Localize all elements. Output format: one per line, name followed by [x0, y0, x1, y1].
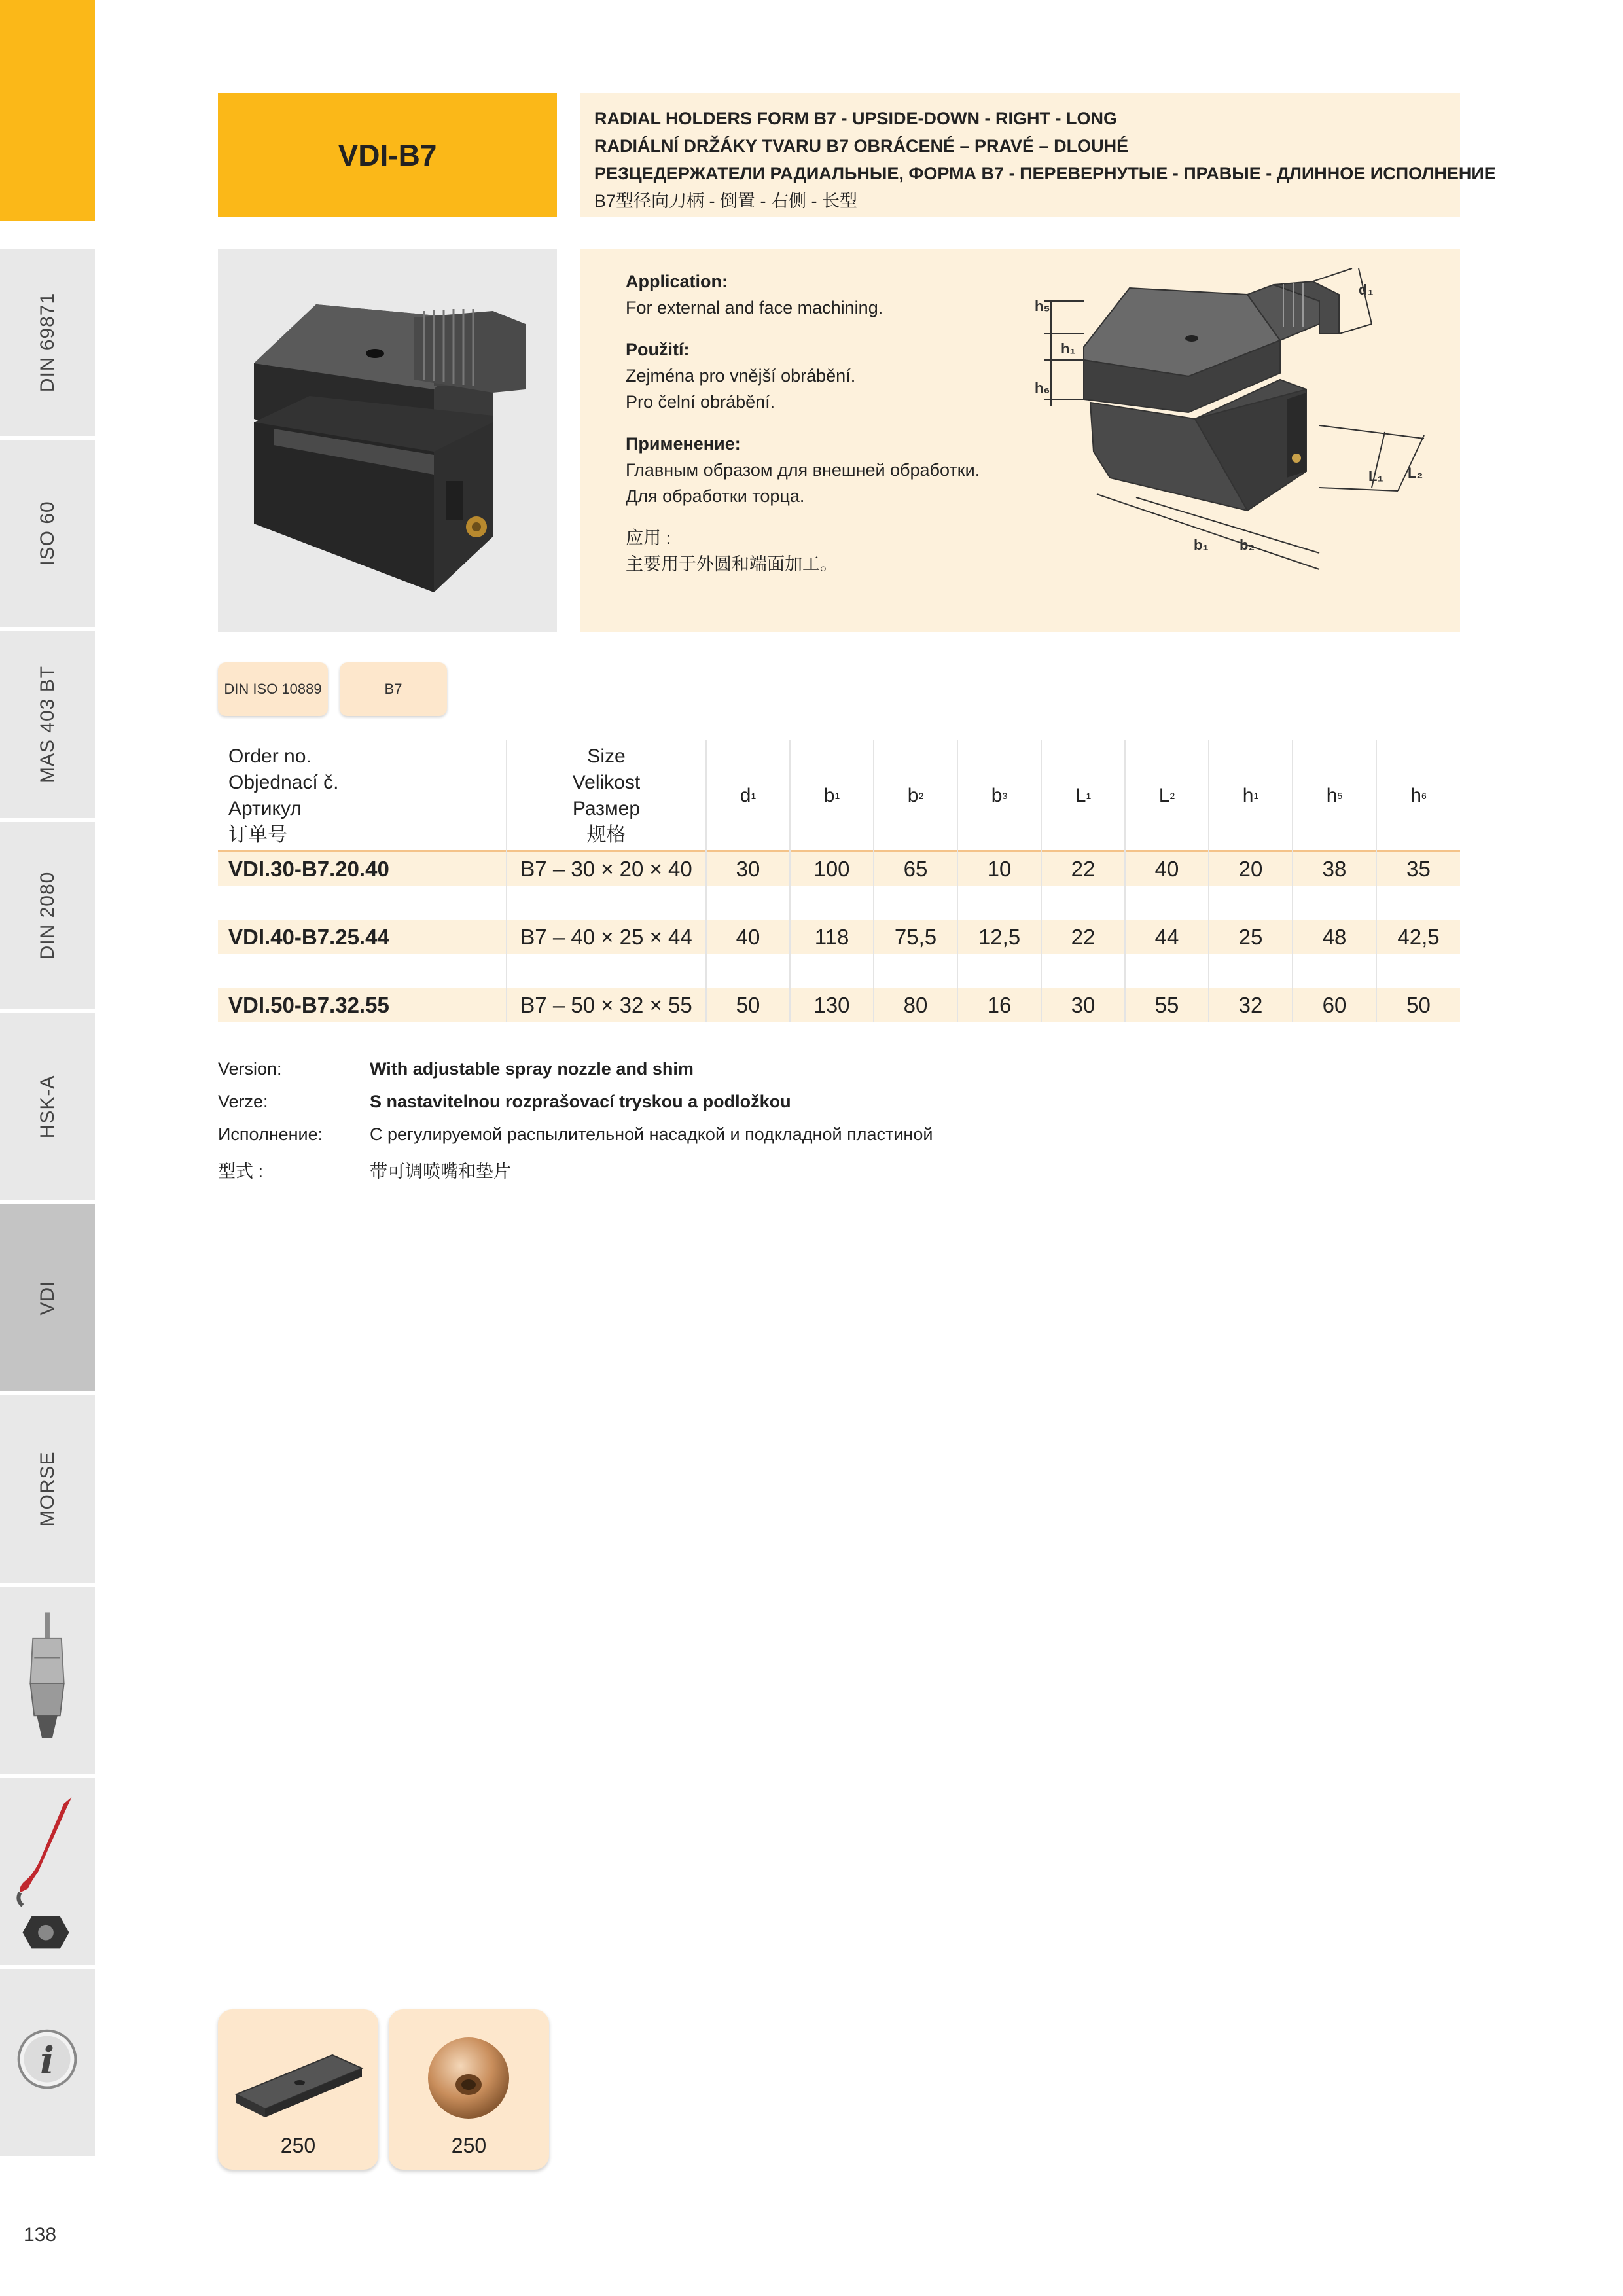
title-description [580, 93, 1496, 217]
spacer-cell [957, 886, 1041, 920]
drill-chuck-icon [0, 1587, 95, 1774]
product-photo [218, 249, 557, 632]
dimension-cell: 30 [1041, 988, 1124, 1022]
application-heading-ru: Применение: [626, 434, 741, 454]
spacer-cell [1124, 886, 1208, 920]
col-header-b2: b 2 [873, 740, 957, 852]
title-line-ru: РЕЗЦЕДЕРЖАТЕЛИ РАДИАЛЬНЫЕ, ФОРМА В7 - ПЕРЕВЕРНУТЫЕ - ПРАВЫЕ - ДЛИННОЕ ИСПОЛНЕНИЕ [594, 164, 1496, 183]
application-panel [580, 249, 1460, 632]
sidebar-tab-label: DIN 69871 [36, 292, 58, 393]
col-header-h1: h 1 [1208, 740, 1292, 852]
size-header-ru: Размер [572, 798, 641, 819]
title-line-cz: RADIÁLNÍ DRŽÁKY TVARU B7 OBRÁCENÉ – PRAVÉ – DLOUHÉ [594, 136, 1129, 156]
sidebar-tab-vdi[interactable] [0, 1202, 95, 1391]
table-body [218, 852, 1460, 1022]
col-header-b1: b 1 [789, 740, 873, 852]
size-header-cn: 规格 [586, 824, 626, 846]
svg-text:i: i [40, 2038, 54, 2083]
version-value: С регулируемой распылительной насадкой и подкладной пластиной [370, 1124, 933, 1144]
version-key: Verze: [218, 1092, 268, 1111]
size-header [506, 740, 705, 852]
spacer-cell [1124, 954, 1208, 988]
size-header-en: Size [587, 745, 626, 767]
order-number-cell: VDI.40-B7.25.44 [228, 925, 389, 949]
diagram-label-l1: L₁ [1368, 468, 1383, 484]
col-header-b3: b 3 [957, 740, 1041, 852]
info-icon [0, 1969, 95, 2156]
dimension-cell: 12,5 [957, 920, 1041, 954]
version-value: S nastavitelnou rozprašovací tryskou a podložkou [370, 1092, 791, 1111]
dimension-cell: 22 [1041, 852, 1124, 886]
spacer-cell [1292, 886, 1376, 920]
title-line-cn: B7型径向刀柄 - 倒置 - 右侧 - 长型 [594, 191, 858, 211]
sidebar-tab-label: MAS 403 BT [36, 665, 58, 784]
spacer-cell [789, 954, 873, 988]
sidebar-tab-din-69871[interactable] [0, 246, 95, 436]
spacer-cell [1208, 954, 1292, 988]
diagram-label-h1: h₁ [1061, 340, 1076, 357]
table-spacer-row [218, 886, 1460, 920]
order-header-ru: Артикул [228, 798, 302, 819]
application-heading-cn: 应用 : [626, 528, 671, 548]
application-text-cz-2: Pro čelní obrábění. [626, 392, 776, 412]
spacer-cell [873, 954, 957, 988]
order-number-cell: VDI.50-B7.32.55 [228, 993, 389, 1017]
spacer-cell [506, 886, 705, 920]
application-text [626, 268, 1018, 577]
dimension-cell: 130 [789, 988, 873, 1022]
spacer-cell [705, 954, 789, 988]
size-cell: B7 – 40 × 25 × 44 [506, 920, 705, 954]
spacer-cell [957, 954, 1041, 988]
diagram-label-b2: b₂ [1240, 537, 1255, 553]
form-tag: B7 [340, 662, 447, 716]
sidebar-tab-label: MORSE [36, 1451, 58, 1527]
title-line-en: RADIAL HOLDERS FORM B7 - UPSIDE-DOWN - RIGHT - LONG [594, 109, 1117, 128]
sidebar-tab-label: VDI [36, 1280, 58, 1316]
dimension-cell: 42,5 [1376, 920, 1460, 954]
standard-tag: DIN ISO 10889 [218, 662, 328, 716]
product-title-box [218, 93, 557, 217]
diagram-label-l2: L₂ [1408, 465, 1423, 481]
version-value: With adjustable spray nozzle and shim [370, 1059, 694, 1079]
dimension-cell: 16 [957, 988, 1041, 1022]
version-value: 带可调喷嘴和垫片 [370, 1162, 511, 1181]
dimension-cell: 30 [705, 852, 789, 886]
dimension-cell: 10 [957, 852, 1041, 886]
wrench-and-nut-icon [0, 1778, 95, 1965]
page-title: VDI-B7 [338, 138, 437, 172]
spacer-cell [705, 886, 789, 920]
accessory-page-ref: 250 [280, 2134, 316, 2157]
dimension-cell: 50 [1376, 988, 1460, 1022]
sidebar-tab-label: HSK-A [36, 1075, 58, 1139]
spacer-cell [789, 886, 873, 920]
sidebar-tab-label: ISO 60 [36, 501, 58, 566]
sidebar-tab-din-2080[interactable] [0, 819, 95, 1009]
table-header [218, 740, 1460, 852]
table-row [218, 920, 1460, 954]
application-text-ru-2: Для обработки торца. [626, 486, 805, 506]
dimension-drawing [1031, 262, 1450, 628]
dimension-cell: 40 [705, 920, 789, 954]
accessory-nozzle[interactable] [389, 2009, 549, 2170]
version-key: 型式 : [218, 1162, 264, 1181]
spacer-cell [873, 886, 957, 920]
dimension-cell: 25 [1208, 920, 1292, 954]
spacer-cell [1041, 886, 1124, 920]
dimension-cell: 40 [1124, 852, 1208, 886]
col-header-l2: L 2 [1124, 740, 1208, 852]
version-key: Version: [218, 1059, 282, 1079]
sidebar-nav [0, 0, 95, 2179]
spacer-cell [506, 954, 705, 988]
spacer-cell [1376, 954, 1460, 988]
dimension-cell: 55 [1124, 988, 1208, 1022]
col-header-h5: h 5 [1292, 740, 1376, 852]
radial-holder-photo-icon [218, 249, 557, 632]
page-number: 138 [24, 2224, 57, 2246]
order-header-en: Order no. [228, 745, 312, 767]
size-header-cz: Velikost [572, 772, 641, 793]
sidebar-tab-morse[interactable] [0, 1393, 95, 1583]
sidebar-tab-drill-chuck[interactable] [0, 1584, 95, 1774]
sidebar-tab-info[interactable] [0, 1966, 95, 2156]
col-header-d1: d 1 [705, 740, 789, 852]
accessory-shim[interactable] [218, 2009, 378, 2170]
product-table [218, 740, 1460, 1022]
sidebar-tab-wrench-nut[interactable] [0, 1775, 95, 1965]
application-text-ru-1: Главным образом для внешней обработки. [626, 460, 980, 480]
application-heading-cz: Použití: [626, 340, 690, 359]
application-text-cz-1: Zejména pro vnější obrábění. [626, 366, 856, 386]
dimension-cell: 22 [1041, 920, 1124, 954]
col-header-h6: h 6 [1376, 740, 1460, 852]
col-header-l1: L 1 [1041, 740, 1124, 852]
application-text-en: For external and face machining. [626, 298, 883, 317]
dimension-cell: 75,5 [873, 920, 957, 954]
size-cell: B7 – 50 × 32 × 55 [506, 988, 705, 1022]
spacer-cell [1292, 954, 1376, 988]
dimension-cell: 38 [1292, 852, 1376, 886]
application-heading-en: Application: [626, 272, 728, 291]
sidebar-tab-iso-60[interactable] [0, 437, 95, 627]
spacer-cell [1041, 954, 1124, 988]
dimension-cell: 65 [873, 852, 957, 886]
sidebar-tab-mas-403-bt[interactable] [0, 628, 95, 818]
spacer-cell [1208, 886, 1292, 920]
spacer-cell [1376, 886, 1460, 920]
dimension-cell: 118 [789, 920, 873, 954]
table-spacer-row [218, 954, 1460, 988]
dimension-cell: 32 [1208, 988, 1292, 1022]
dimension-cell: 100 [789, 852, 873, 886]
dimension-cell: 50 [705, 988, 789, 1022]
dimension-cell: 48 [1292, 920, 1376, 954]
dimension-cell: 60 [1292, 988, 1376, 1022]
sidebar-tab-label: DIN 2080 [36, 871, 58, 960]
accessory-page-ref: 250 [451, 2134, 487, 2157]
diagram-label-h6: h₆ [1035, 380, 1050, 396]
diagram-label-h5: h₅ [1035, 298, 1050, 314]
order-header-cn: 订单号 [228, 824, 287, 846]
diagram-label-d1: d₁ [1359, 281, 1374, 298]
table-row [218, 988, 1460, 1022]
sidebar-tab-hsk-a[interactable] [0, 1011, 95, 1200]
dimension-cell: 20 [1208, 852, 1292, 886]
dimension-cell: 44 [1124, 920, 1208, 954]
dimension-cell: 35 [1376, 852, 1460, 886]
diagram-label-b1: b₁ [1194, 537, 1209, 553]
table-row [218, 852, 1460, 886]
sidebar-accent-block [0, 0, 95, 221]
application-text-cn: 主要用于外圆和端面加工。 [626, 554, 838, 574]
version-key: Исполнение: [218, 1124, 323, 1144]
order-header [218, 740, 506, 852]
order-number-cell: VDI.30-B7.20.40 [228, 857, 389, 881]
order-header-cz: Objednací č. [228, 772, 339, 793]
dimension-cell: 80 [873, 988, 957, 1022]
size-cell: B7 – 30 × 20 × 40 [506, 852, 705, 886]
